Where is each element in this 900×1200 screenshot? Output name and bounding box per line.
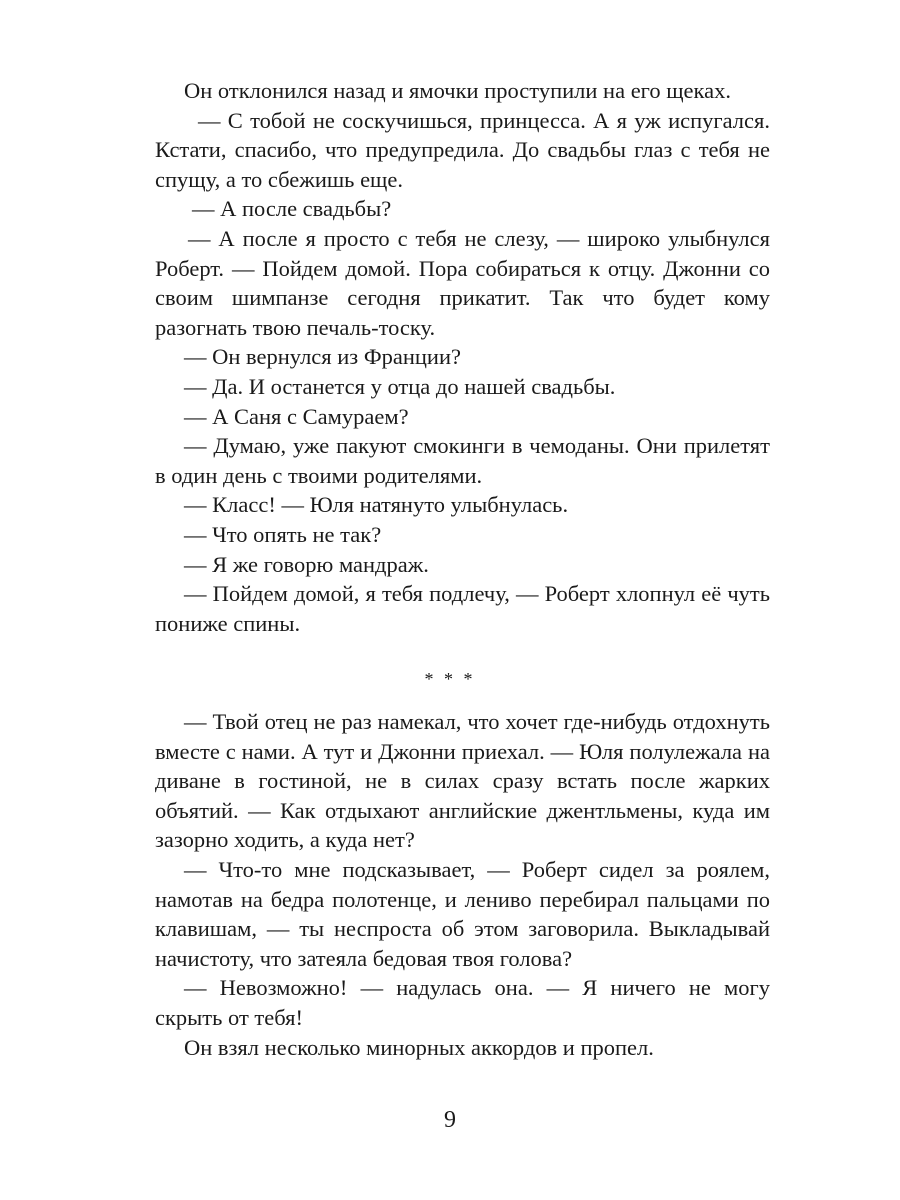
section-separator: * * *: [424, 669, 476, 689]
paragraph: — А после свадьбы?: [192, 196, 392, 222]
paragraph: Он взял несколько минорных аккордов и пропел.: [184, 1034, 654, 1060]
paragraph: — Что опять не так?: [184, 521, 382, 547]
text-section-2: [155, 707, 770, 1062]
text-section-1: [155, 76, 770, 638]
paragraph: Он отклонился назад и ямочки проступили на его щеках.: [184, 78, 731, 103]
paragraph: — Думаю, уже пакуют смокинги в чемоданы. Они прилетят в один день с твоими родителями.: [155, 433, 770, 488]
paragraph: — Невозможно! — надулась она. — Я ничего не могу скрыть от тебя!: [155, 975, 770, 1030]
page-number: 9: [444, 1107, 456, 1133]
paragraph: — Класс! — Юля натянуто улыбнулась.: [184, 492, 569, 518]
paragraph: — Да. И останется у отца до нашей свадьбы.: [184, 373, 616, 399]
paragraph: — А Саня с Самураем?: [184, 403, 409, 429]
paragraph: — А после я просто с тебя не слезу, — широко улыбнулся Роберт. — Пойдем домой. Пора собираться к отцу. Джонни со своим шимпанзе сегодня прикатит. Так что будет кому разогнать твою печаль-тоску.: [155, 225, 770, 340]
paragraph: — Я же говорю мандраж.: [184, 551, 429, 577]
paragraph: — Он вернулся из Франции?: [184, 344, 461, 370]
paragraph: — С тобой не соскучишься, принцесса. А я уж испугался. Кстати, спасибо, что предупредила. До свадьбы глаз с тебя не спущу, а то сбежишь еще.: [155, 107, 770, 192]
paragraph: — Что-то мне подсказывает, — Роберт сидел за роялем, намотав на бедра полотенце, и лениво перебирал пальцами по клавишам, — ты неспроста об этом заговорила. Выкладывай начистоту, что затеяла бедовая твоя голова?: [155, 856, 770, 971]
paragraph: — Пойдем домой, я тебя подлечу, — Роберт хлопнул её чуть пониже спины.: [155, 581, 770, 636]
paragraph: — Твой отец не раз намекал, что хочет где-нибудь отдохнуть вместе с нами. А тут и Джонни приехал. — Юля полулежала на диване в гостиной, не в силах сразу встать после жарких объятий. — Как отдыхают английские джентльмены, куда им зазорно ходить, а куда нет?: [155, 709, 770, 853]
